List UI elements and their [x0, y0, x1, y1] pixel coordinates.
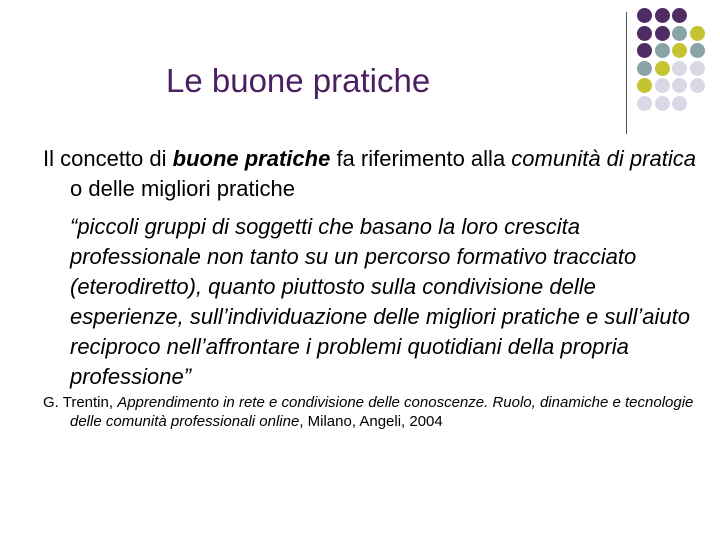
decorative-dot [690, 43, 705, 58]
reference-publisher: , Milano, Angeli, 2004 [299, 413, 443, 430]
decorative-dot [690, 26, 705, 41]
bibliographic-reference [43, 393, 710, 431]
intro-paragraph [43, 144, 710, 204]
decorative-dot [672, 43, 687, 58]
decorative-dot-grid [637, 8, 720, 118]
vertical-divider [626, 12, 627, 134]
decorative-dot [655, 61, 670, 76]
decorative-dot [655, 43, 670, 58]
decorative-dot [637, 61, 652, 76]
slide-title: Le buone pratiche [166, 62, 431, 99]
reference-author: G. Trentin, [43, 394, 118, 411]
definition-quote: “piccoli gruppi di soggetti che basano la loro crescita professionale non tanto su un percorso formativo tracciato (eterodiretto), quanto piuttosto sulla condivisione delle esperienze, sull’individuazione delle migliori pratiche e sull’aiuto reciproco nell’affrontare i problemi quotidiani della propria professione” [70, 214, 691, 389]
decorative-dot [672, 96, 687, 111]
intro-text-1: Il concetto di [43, 146, 173, 171]
decorative-dot [655, 26, 670, 41]
reference-book-title: Apprendimento in rete e condivisione delle conoscenze. Ruolo, dinamiche e tecnologie delle comunità professionali online [70, 394, 694, 430]
decorative-dot [637, 96, 652, 111]
decorative-dot [672, 78, 687, 93]
intro-emphasis-bold: buone pratiche [172, 146, 331, 171]
decorative-dot [672, 8, 687, 23]
decorative-dot [655, 96, 670, 111]
intro-text-2: fa riferimento alla [330, 146, 512, 171]
decorative-dot [690, 61, 705, 76]
decorative-dot [637, 8, 652, 23]
decorative-dot [655, 78, 670, 93]
decorative-dot [637, 78, 652, 93]
intro-text-3: o delle migliori pratiche [70, 176, 295, 201]
decorative-dot [637, 43, 652, 58]
decorative-dot [672, 61, 687, 76]
decorative-dot [672, 26, 687, 41]
decorative-dot [655, 8, 670, 23]
intro-emphasis-italic: comunità di pratica [511, 146, 696, 171]
decorative-dot [690, 78, 705, 93]
decorative-dot [637, 26, 652, 41]
